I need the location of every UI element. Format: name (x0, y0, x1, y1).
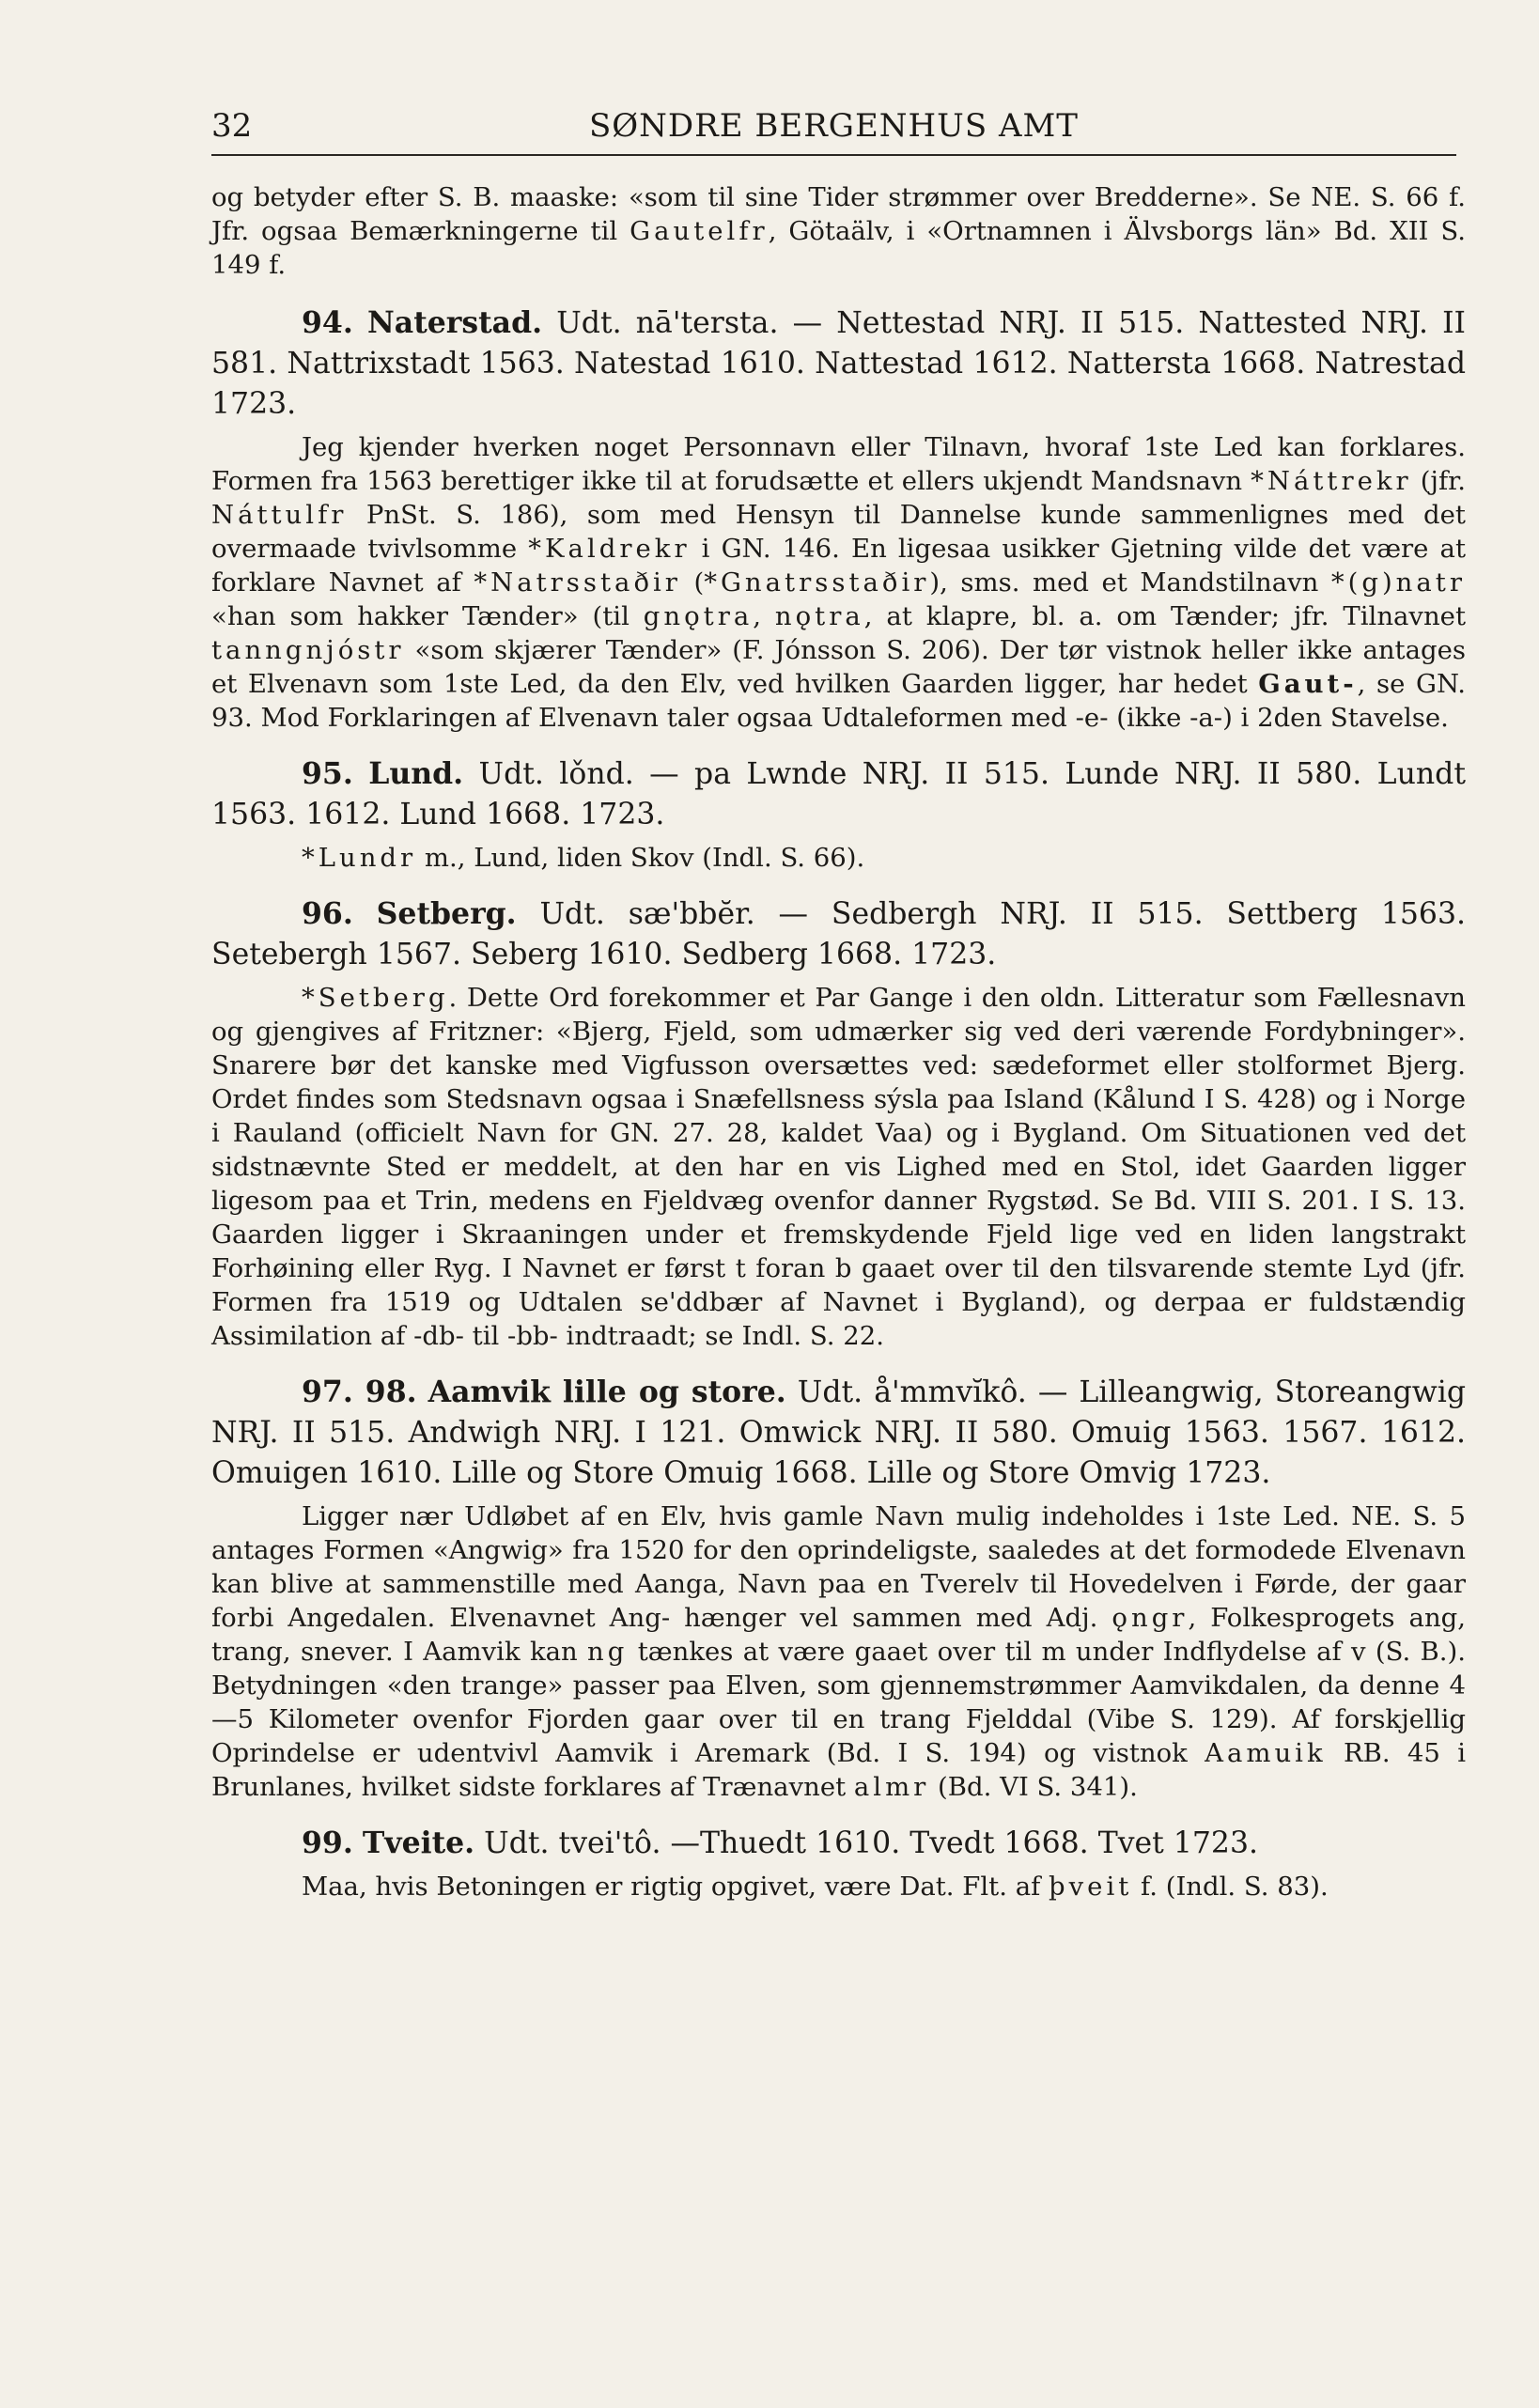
page-number: 32 (211, 107, 253, 145)
entry-number: 97. 98. (302, 1375, 417, 1409)
entry-95-heading: 95. Lund. Udt. lǒnd. — pa Lwnde NRJ. II 515. Lunde NRJ. II 580. Lundt 1563. 1612. Lund 1668. 1723. (211, 756, 1466, 831)
intro-paragraph: og betyder efter S. B. maaske: «som til sine Tider strømmer over Bredderne». Se NE. S. 66 f. Jfr. ogsaa Bemærkningerne til Gautelfr, Götaälv, i «Ortnamnen i Älvsborgs län» Bd. XII S. 149 f. (211, 182, 1466, 280)
entry-number: 96. (302, 896, 353, 931)
entry-number: 94. (302, 305, 353, 340)
entry-99-heading: 99. Tveite. Udt. tvei'tô. —Thuedt 1610. Tvedt 1668. Tvet 1723. (302, 1825, 1258, 1860)
entry-title: Lund. (368, 756, 464, 791)
entry-number: 99. (302, 1825, 353, 1860)
entry-97-98-paragraph: Ligger nær Udløbet af en Elv, hvis gamle Navn mulig indeholdes i 1ste Led. NE. S. 5 antages Formen «Angwig» fra 1520 for den oprindeligste, saaledes at det formodede Elvenavn kan blive at sammenstille med Aanga, Navn paa en Tverelv til Hovedelven i Førde, der gaar forbi Angedalen. Elvenavnet Ang- hænger vel sammen med Adj. ǫngr, Folkesprogets ang, trang, snever. I Aamvik kan ng tænkes at være gaaet over til m under Indflydelse af v (S. B.). Betydningen «den trange» passer paa Elven, som gjennemstrømmer Aamvikdalen, da denne 4—5 Kilometer ovenfor Fjorden gaar over til en trang Fjelddal (Vibe S. 129). Af forskjellig Oprindelse er udentvivl Aamvik i Aremark (Bd. I S. 194) og vistnok Aamuik RB. 45 i Brunlanes, hvilket sidste forklares af Trænavnet almr (Bd. VI S. 341). (211, 1501, 1466, 1802)
entry-title: Naterstad. (366, 305, 543, 340)
running-title: SØNDRE BERGENHUS AMT (589, 107, 1079, 145)
entry-96-heading: 96. Setberg. Udt. sæ'bbĕr. — Sedbergh NRJ. II 515. Settberg 1563. Setebergh 1567. Seberg 1610. Sedberg 1668. 1723. (211, 896, 1466, 971)
entry-title: Tveite. (362, 1825, 475, 1860)
entry-95-paragraph: *Lundr m., Lund, liden Skov (Indl. S. 66). (302, 843, 865, 873)
entry-99-paragraph: Maa, hvis Betoningen er rigtig opgivet, være Dat. Flt. af þveit f. (Indl. S. 83). (302, 1872, 1329, 1902)
entry-97-98-heading: 97. 98. Aamvik lille og store. Udt. å'mmvĭkô. — Lilleangwig, Storeangwig NRJ. II 515. Andwigh NRJ. I 121. Omwick NRJ. II 580. Omuig 1563. 1567. 1612. Omuigen 1610. Lille og Store Omuig 1668. Lille og Store Omvig 1723. (211, 1375, 1466, 1490)
page-body (211, 180, 1466, 1903)
entry-title: Setberg. (376, 896, 517, 931)
spaced-term: Gautelfr (630, 216, 769, 246)
entry-96-paragraph: *Setberg. Dette Ord forekommer et Par Gange i den oldn. Litteratur som Fællesnavn og gjengives af Fritzner: «Bjerg, Fjeld, som udmærker sig ved deri værende Fordybninger». Snarere bør det kanske med Vigfusson oversættes ved: sædeformet eller stolformet Bjerg. Ordet findes som Stedsnavn ogsaa i Snæfellsness sýsla paa Island (Kålund I S. 428) og i Norge i Rauland (officielt Navn for GN. 27. 28, kaldet Vaa) og i Bygland. Om Situationen ved det sidstnævnte Sted er meddelt, at den har en vis Lighed med en Stol, idet Gaarden ligger ligesom paa et Trin, medens en Fjeldvæg ovenfor danner Rygstød. Se Bd. VIII S. 201. I S. 13. Gaarden ligger i Skraaningen under et fremskydende Fjeld lige ved en liden langstrakt Forhøining eller Ryg. I Navnet er først t foran b gaaet over til den tilsvarende stemte Lyd (jfr. Formen fra 1519 og Udtalen se'ddbær af Navnet i Bygland), og derpaa er fuldstændig Assimilation af -db- til -bb- indtraadt; se Indl. S. 22. (211, 983, 1466, 1351)
entry-number: 95. (302, 756, 353, 791)
entry-94-paragraph: Jeg kjender hverken noget Personnavn eller Tilnavn, hvoraf 1ste Led kan forklares. Formen fra 1563 berettiger ikke til at forudsætte et ellers ukjendt Mandsnavn *Náttrekr (jfr. Náttulfr PnSt. S. 186), som med Hensyn til Dannelse kunde sammenlignes med det overmaade tvivlsomme *Kaldrekr i GN. 146. En ligesaa usikker Gjetning vilde det være at forklare Navnet af *Natrsstaðir (*Gnatrsstaðir), sms. med et Mandstilnavn *(g)natr «han som hakker Tænder» (til gnǫtra, nǫtra, at klapre, bl. a. om Tænder; jfr. Tilnavnet tanngnjóstr «som skjærer Tænder» (F. Jónsson S. 206). Der tør vistnok heller ikke antages et Elvenavn som 1ste Led, da den Elv, ved hvilken Gaarden ligger, har hedet Gaut-, se GN. 93. Mod Forklaringen af Elvenavn taler ogsaa Udtaleformen med -e- (ikke -a-) i 2den Stavelse. (211, 432, 1467, 733)
running-header (211, 105, 1456, 156)
entry-94-heading: 94. Naterstad. Udt. nā'tersta. — Nettestad NRJ. II 515. Nattested NRJ. II 581. Nattrixstadt 1563. Natestad 1610. Nattestad 1612. Nattersta 1668. Natrestad 1723. (211, 305, 1467, 421)
entry-title: Aamvik lille og store. (428, 1375, 786, 1409)
